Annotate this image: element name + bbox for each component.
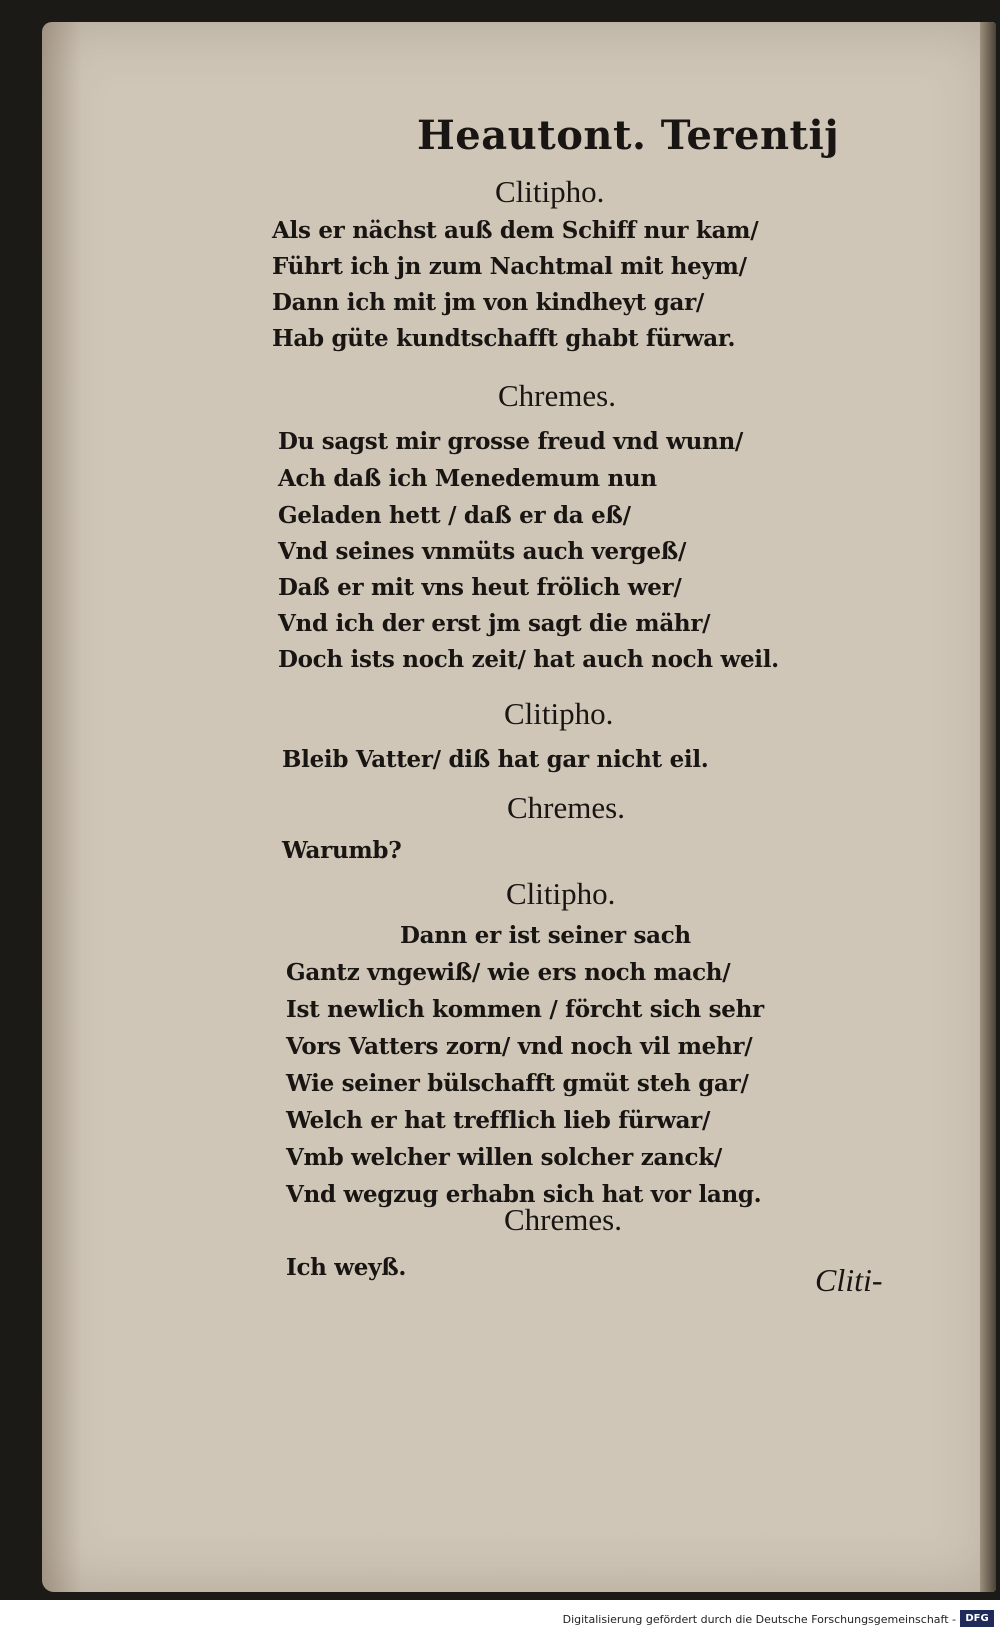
verse-line: Bleib Vatter/ diß hat gar nicht eil. (282, 746, 709, 773)
verse-line: Wie seiner bülschafft gmüt steh gar/ (286, 1070, 749, 1097)
verse-line: Warumb? (282, 837, 402, 864)
verse-line: Vors Vatters zorn/ vnd noch vil mehr/ (286, 1033, 753, 1060)
digitization-footer (0, 1600, 1000, 1641)
verse-line: Ich weyß. (286, 1254, 407, 1281)
verse-line: Dann er ist seiner sach (400, 922, 691, 949)
verse-line: Führt ich jn zum Nachtmal mit heym/ (272, 253, 747, 280)
verse-line: Vnd seines vnmüts auch vergeß/ (278, 538, 687, 565)
verse-line: Welch er hat trefflich lieb fürwar/ (286, 1107, 711, 1134)
verse-line: Du sagst mir grosse freud vnd wunn/ (278, 428, 743, 455)
verse-line: Ist newlich kommen / förcht sich sehr (286, 996, 764, 1023)
book-page (42, 22, 996, 1592)
running-head: Heautont. Terentij (417, 112, 840, 159)
dfg-logo: DFG (960, 1610, 994, 1627)
verse-line: Daß er mit vns heut frölich wer/ (278, 574, 682, 601)
verse-line: Geladen hett / daß er da eß/ (278, 502, 631, 529)
verse-line: Doch ists noch zeit/ hat auch noch weil. (278, 646, 779, 673)
speaker-label: Chremes. (498, 378, 616, 413)
speaker-label: Clitipho. (506, 876, 616, 911)
verse-line: Dann ich mit jm von kindheyt gar/ (272, 289, 705, 316)
verse-line: Vnd ich der erst jm sagt die mähr/ (278, 610, 711, 637)
verse-line: Vmb welcher willen solcher zanck/ (286, 1144, 722, 1171)
speaker-label: Clitipho. (504, 696, 614, 731)
page-fore-edge (980, 22, 996, 1592)
speaker-label: Clitipho. (495, 174, 605, 209)
catchword: Cliti- (815, 1262, 883, 1298)
verse-line: Als er nächst auß dem Schiff nur kam/ (272, 217, 759, 244)
speaker-label: Chremes. (504, 1202, 622, 1237)
verse-line: Gantz vngewiß/ wie ers noch mach/ (286, 959, 731, 986)
footer-credit: Digitalisierung gefördert durch die Deutsche Forschungsgemeinschaft - (562, 1613, 956, 1626)
verse-line: Vnd wegzug erhabn sich hat vor lang. (286, 1181, 762, 1208)
verse-line: Ach daß ich Menedemum nun (278, 465, 657, 492)
page-gutter-shadow (42, 22, 82, 1592)
speaker-label: Chremes. (507, 790, 625, 825)
verse-line: Hab güte kundtschafft ghabt fürwar. (272, 325, 736, 352)
